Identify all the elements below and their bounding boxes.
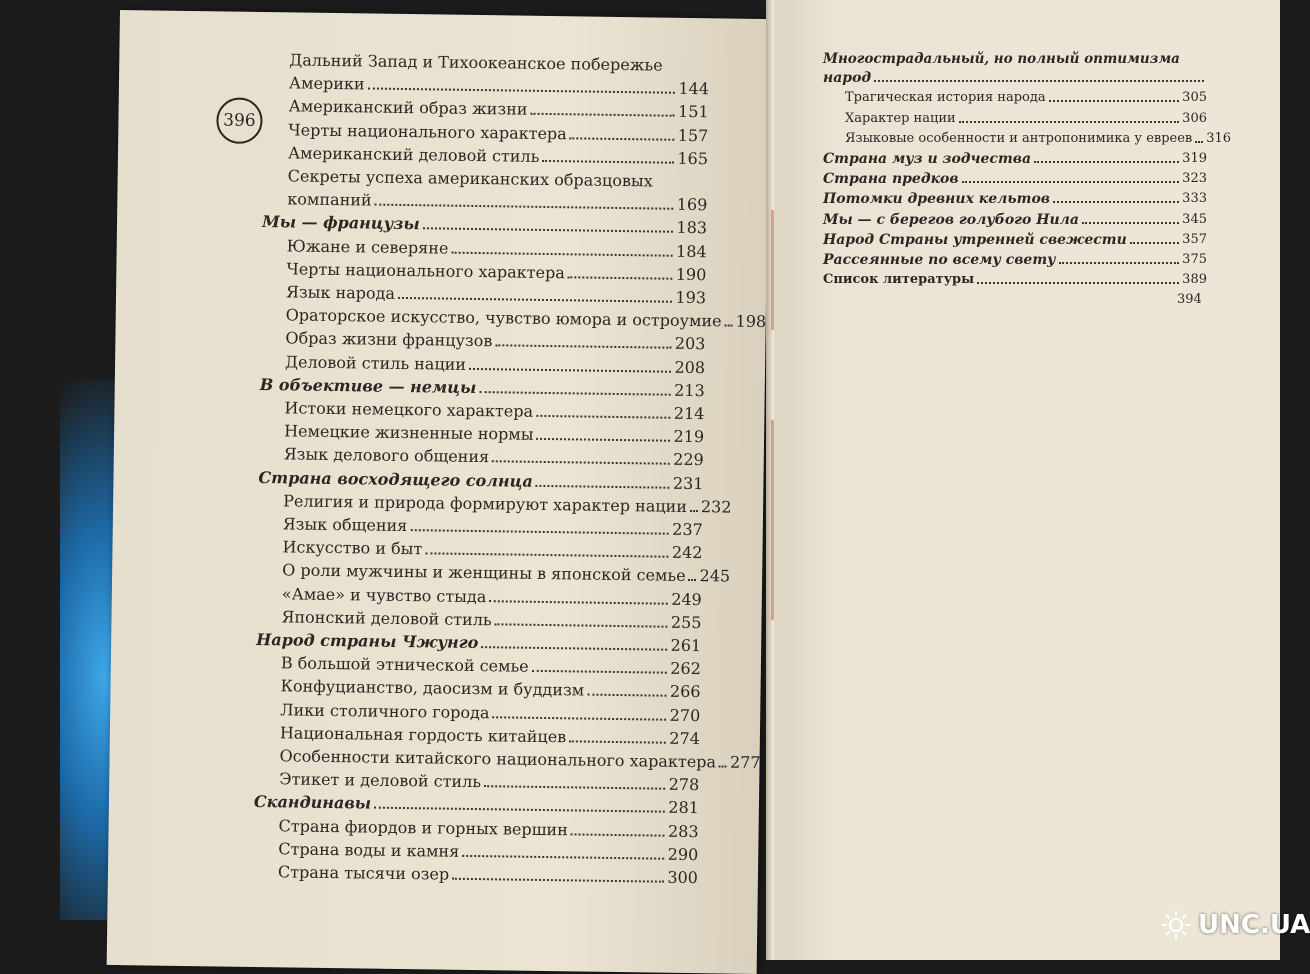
toc-leader-dots [425, 553, 669, 558]
toc-leader-dots [451, 251, 673, 256]
toc-page-number: 394 [1177, 292, 1202, 308]
toc-entry-title: Народ Страны утренней свежести [823, 231, 1127, 248]
toc-entry-title: Особенности китайского национального характера [279, 746, 717, 772]
toc-entry-title: Страна восходящего солнца [258, 467, 533, 491]
toc-entry-title: Мы — с берегов голубого Нила [823, 211, 1079, 228]
toc-leader-dots [398, 297, 673, 303]
toc-page-number: 255 [670, 612, 702, 632]
toc-page-number: 203 [674, 334, 706, 354]
toc-entry-title: Список литературы [823, 272, 975, 288]
toc-leader-dots [690, 510, 698, 512]
toc-entry [281, 653, 701, 678]
toc-page-number: 214 [673, 403, 705, 424]
toc-entry [823, 151, 1207, 167]
toc-page-number: 157 [677, 125, 709, 145]
toc-page-number: 274 [669, 728, 701, 748]
toc-entry [288, 120, 708, 145]
toc-entry-title: В большой этнической семье [280, 653, 529, 676]
toc-page-number: 198 [735, 311, 767, 332]
toc-leader-dots [484, 785, 666, 790]
toc-entry-title: В объективе — немцы [259, 374, 477, 397]
toc-entry-title: Трагическая история народа [845, 90, 1046, 106]
toc-leader-dots [1053, 201, 1179, 203]
toc-entry [285, 329, 705, 354]
toc-entry-continued: Многострадальный, но полный оптимизма [823, 51, 1180, 67]
toc-entry [286, 259, 706, 284]
toc-entry [845, 130, 1232, 147]
toc-entry [823, 70, 1207, 86]
toc-entry [823, 191, 1207, 207]
toc-entry-title: Рассеянные по всему свету [823, 252, 1056, 268]
toc-leader-dots [375, 204, 674, 210]
toc-leader-dots [571, 833, 665, 836]
toc-page-number: 229 [673, 450, 704, 470]
toc-leader-dots [1130, 242, 1179, 244]
toc-entry [260, 375, 705, 400]
toc-page-number: 193 [675, 287, 707, 308]
toc-entry [823, 272, 1207, 288]
toc-entry [256, 630, 701, 655]
toc-leader-dots [481, 646, 667, 651]
toc-leader-dots [977, 282, 1179, 284]
toc-page-number: 305 [1182, 90, 1207, 106]
toc-page-number: 333 [1182, 191, 1207, 207]
toc-leader-dots [874, 80, 1204, 82]
toc-entry-title: Потомки древних кельтов [823, 191, 1050, 208]
toc-leader-dots [1195, 141, 1203, 143]
toc-entry-title: Черты национального характера [286, 259, 565, 283]
toc-entry [258, 468, 703, 493]
toc-entry-title: Народ страны Чжунго [256, 629, 479, 653]
toc-leader-dots [469, 368, 672, 373]
toc-entry-title: Америки [288, 73, 365, 94]
toc-entry [280, 677, 700, 702]
toc-leader-dots [959, 121, 1180, 123]
toc-entry [278, 816, 698, 841]
toc-page-number: 375 [1182, 252, 1207, 267]
toc-entry [254, 792, 699, 817]
toc-entry [280, 723, 700, 748]
toc-leader-dots [492, 716, 666, 720]
toc-entry-title: Лики столичного города [280, 699, 490, 722]
toc-leader-dots [689, 579, 697, 581]
toc-page-number: 319 [1182, 151, 1207, 166]
toc-leader-dots [462, 855, 664, 860]
toc-leader-dots [725, 325, 733, 327]
toc-entry [282, 538, 702, 563]
toc-entry-page [1177, 292, 1202, 308]
toc-leader-dots [368, 88, 676, 94]
toc-page-number: 277 [729, 752, 761, 773]
toc-leader-dots [452, 878, 664, 883]
toc-page-number: 261 [670, 635, 702, 656]
toc-entry [285, 352, 705, 377]
toc-entry [287, 236, 707, 261]
toc-entry-title: компаний [287, 189, 372, 210]
toc-leader-dots [570, 137, 675, 140]
toc-page-number: 283 [667, 821, 699, 841]
toc-entry [823, 212, 1207, 228]
toc-entry [284, 422, 704, 447]
toc-leader-dots [495, 345, 672, 349]
toc-leader-dots [568, 276, 673, 279]
toc-leader-dots [542, 160, 674, 164]
toc-leader-dots [374, 807, 665, 813]
binding-thread [771, 210, 774, 330]
toc-entry-title: Язык общения [282, 514, 408, 536]
toc-entry-title: О роли мужчины и женщины в японской семье [282, 560, 686, 586]
toc-leader-dots [532, 670, 668, 674]
toc-page-number: 316 [1206, 130, 1232, 146]
toc-page-number: 323 [1182, 171, 1207, 187]
toc-page-number: 184 [676, 241, 707, 261]
toc-page-number: 345 [1182, 211, 1207, 227]
toc-leader-dots [962, 181, 1180, 183]
toc-page-number: 270 [669, 705, 701, 725]
binding-thread [771, 420, 774, 620]
toc-entry [289, 97, 709, 122]
toc-page-number: 213 [674, 380, 705, 400]
toc-entry-title: Страна муз и зодчества [823, 151, 1032, 167]
toc-entry-title: Страна предков [823, 171, 959, 188]
toc-entry-title: Немецкие жизненные нормы [284, 421, 534, 445]
watermark-text: UNC.UA [1198, 910, 1310, 940]
toc-entry-title: Искусство и быт [282, 537, 423, 559]
watermark [1160, 900, 1310, 950]
toc-page-number: 306 [1182, 110, 1207, 126]
toc-entry-title: Конфуцианство, даосизм и буддизм [280, 676, 585, 700]
toc-page-number: 231 [672, 473, 704, 493]
toc-leader-dots [569, 740, 666, 743]
toc-leader-dots [587, 694, 667, 697]
right-page [775, 0, 1280, 960]
toc-entry-title: Характер нации [845, 110, 956, 126]
toc-entry-title: Ораторское искусство, чувство юмора и остроумие [285, 305, 722, 331]
toc-entry [289, 74, 709, 99]
toc-page-number: 249 [671, 589, 702, 609]
toc-page-number: 300 [667, 867, 699, 888]
toc-entry-continued: Секреты успеха американских образцовых [287, 166, 653, 191]
toc-page-number: 208 [674, 357, 706, 377]
toc-page-number: 242 [671, 542, 703, 563]
toc-leader-dots [492, 461, 670, 465]
toc-page-number: 165 [677, 148, 709, 169]
toc-entry-title: Истоки немецкого характера [284, 398, 534, 421]
toc-entry [284, 445, 704, 470]
toc-entry [823, 171, 1207, 187]
toc-leader-dots [1049, 100, 1180, 102]
toc-leader-dots [536, 484, 670, 488]
toc-entry-title: Южане и северяне [286, 235, 449, 258]
toc-entry [279, 769, 699, 794]
toc-entry-title: Национальная гордость китайцев [279, 723, 567, 747]
toc-entry-title: Этикет и деловой стиль [279, 769, 482, 792]
toc-entry-title: Страна тысячи озер [277, 862, 450, 884]
toc-leader-dots [479, 391, 671, 396]
toc-entry [282, 560, 731, 586]
toc-entry [285, 305, 767, 332]
toc-entry-title: Языковые особенности и антропонимика у евреев [845, 130, 1193, 146]
toc-entry-title: Образ жизни французов [285, 328, 493, 351]
toc-entry-title: Японский деловой стиль [281, 607, 492, 630]
toc-leader-dots [1082, 222, 1179, 224]
toc-leader-dots [530, 113, 675, 117]
toc-entry-title: Американский образ жизни [288, 96, 528, 120]
left-page [107, 10, 770, 974]
sun-seal-icon [1160, 909, 1192, 941]
toc-page-number: 290 [667, 844, 699, 864]
toc-page-number: 389 [1182, 272, 1207, 288]
page-number: 396 [216, 97, 263, 144]
toc-entry-title: «Амае» и чувство стыда [281, 583, 487, 606]
toc-entry-title: Страна фиордов и горных вершин [278, 815, 568, 839]
toc-entry [286, 282, 706, 307]
toc-entry-title: Религия и природа формируют характер нации [283, 491, 688, 516]
toc-entry [278, 862, 698, 887]
toc-entry [262, 212, 707, 237]
toc-entry [278, 839, 698, 864]
toc-page-number: 232 [700, 496, 732, 517]
toc-page-number: 262 [670, 658, 701, 679]
toc-entry-title: Американский деловой стиль [287, 143, 540, 166]
toc-entry-title: Черты национального характера [288, 119, 567, 143]
toc-entry-title: народ [823, 70, 872, 87]
toc-entry [845, 90, 1207, 106]
toc-page-number: 219 [673, 426, 705, 447]
toc-leader-dots [423, 228, 674, 234]
toc-entry [279, 746, 761, 773]
toc-page-number: 237 [672, 519, 703, 540]
toc-entry [283, 491, 732, 517]
toc-entry [823, 232, 1207, 248]
toc-entry [283, 514, 703, 539]
toc-entry [288, 143, 708, 168]
toc-leader-dots [410, 529, 669, 535]
toc-entry [823, 252, 1207, 268]
toc-entry-title: Мы — французы [261, 212, 420, 234]
toc-page-number: 144 [678, 78, 710, 99]
toc-page-number: 190 [675, 264, 707, 285]
toc-page-number: 281 [668, 798, 700, 818]
toc-leader-dots [719, 765, 727, 767]
toc-page-number: 266 [669, 682, 701, 702]
toc-entry [282, 584, 702, 609]
toc-entry-title: Язык народа [285, 282, 396, 303]
toc-entry [287, 190, 707, 215]
toc-page-number: 278 [668, 774, 700, 795]
toc-page-number: 245 [699, 566, 731, 586]
toc-leader-dots [1034, 161, 1179, 163]
toc-page-number: 183 [676, 218, 708, 238]
toc-entry [281, 607, 701, 632]
toc-page-number: 357 [1182, 231, 1207, 247]
toc-entry [845, 111, 1207, 127]
toc-page-number: 151 [677, 102, 709, 122]
toc-entry [284, 398, 704, 423]
toc-leader-dots [536, 438, 670, 442]
toc-leader-dots [536, 415, 671, 419]
toc-entry-title: Скандинавы [253, 792, 372, 813]
toc-entry-title: Страна воды и камня [278, 839, 460, 861]
toc-entry [280, 700, 700, 725]
toc-leader-dots [495, 623, 668, 627]
toc-page-number: 169 [676, 194, 708, 215]
toc-leader-dots [1059, 262, 1180, 264]
toc-leader-dots [489, 600, 668, 604]
toc-entry-title: Язык делового общения [283, 444, 490, 467]
toc-entry-title: Деловой стиль нации [284, 351, 467, 374]
toc-entry-continued: Дальний Запад и Тихоокеанское побережье [289, 50, 663, 75]
